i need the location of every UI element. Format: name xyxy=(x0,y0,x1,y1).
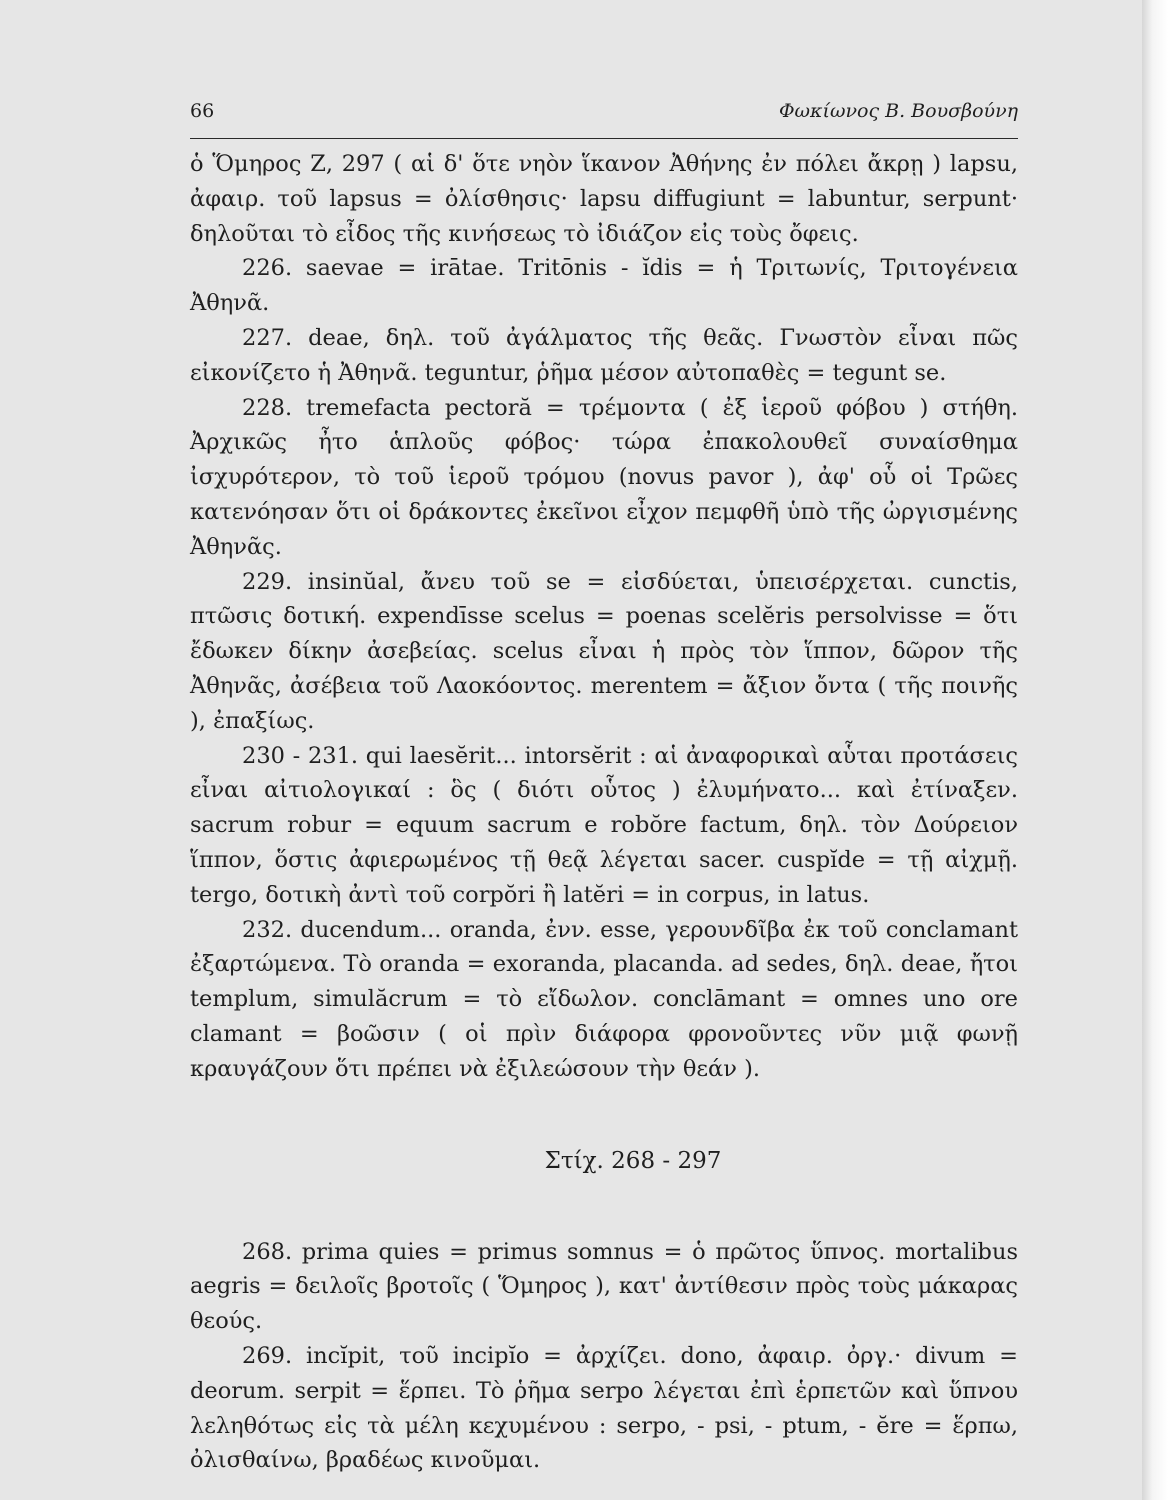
paragraph-268: 268. prima quies = primus somnus = ὁ πρῶτος ὕπνος. mortalibus aegris = δειλοῖς βροτοῖς ( Ὅμηρος ), κατ' ἀντίθεσιν πρὸς τοὺς μάκαρας θεούς. xyxy=(190,1238,1018,1335)
page-binding-edge xyxy=(1142,0,1168,1500)
paragraph-homer-note: ὁ Ὅμηρος Ζ, 297 ( αἱ δ' ὅτε νηὸν ἵκανον Ἀθήνης ἐν πόλει ἄκρῃ ) lapsu, ἀφαιρ. τοῦ lapsus = ὀλίσθησις· lapsu diffugiunt = labuntur, serpunt· δηλοῦται τὸ εἶδος τῆς κινήσεως τὸ ἰδιάζον εἰς τοὺς ὄφεις. xyxy=(190,151,1018,247)
paragraph-269: 269. incĭpit, τοῦ incipĭo = ἀρχίζει. dono, ἀφαιρ. ὀργ.· divum = deorum. serpit = ἕρπει. Τὸ ῥῆμα serpo λέγεται ἐπὶ ἑρπετῶν καὶ ὕπνου λεληθότως εἰς τὰ μέλη κεχυμένου : serpo, - psi, - ptum, - ĕre = ἕρπω, ὀλισθαίνω, βραδέως κινοῦμαι. xyxy=(190,1342,1018,1474)
paragraph-230-231: 230 - 231. qui laesĕrit... intorsĕrit : αἱ ἀναφορικαὶ αὗται προτάσεις εἶναι αἰτιολογικαί : ὃς ( διότι οὗτος ) ἐλυμήνατο... καὶ ἐτίναξεν. sacrum robur = equum sacrum e robŏre factum, δηλ. τὸν Δούρειον ἵππον, ὅστις ἀφιερωμένος τῇ θεᾷ λέγεται sacer. cuspĭde = τῇ αἰχμῇ. tergo, δοτικὴ ἀντὶ τοῦ corpŏri ἢ latĕri = in corpus, in latus. xyxy=(190,742,1018,908)
section-heading: Στίχ. 268 - 297 xyxy=(544,1147,722,1174)
paragraph-226: 226. saevae = irātae. Tritōnis - ĭdis = ἡ Τριτωνίς, Τριτογένεια Ἀθηνᾶ. xyxy=(190,255,1018,317)
header-rule xyxy=(190,138,1018,139)
commentary-body xyxy=(190,147,1018,1478)
page-number: 66 xyxy=(190,100,215,122)
paragraph-227: 227. deae, δηλ. τοῦ ἀγάλματος τῆς θεᾶς. Γνωστὸν εἶναι πῶς εἰκονίζετο ἡ Ἀθηνᾶ. teguntur, ῥῆμα μέσον αὐτοπαθὲς = tegunt se. xyxy=(190,324,1018,386)
running-title: Φωκίωνος Β. Βουσβούνη xyxy=(778,100,1018,122)
paragraph-228: 228. tremefacta pectoră = τρέμοντα ( ἐξ ἱεροῦ φόβου ) στήθη. Ἀρχικῶς ἦτο ἁπλοῦς φόβος· τώρα ἐπακολουθεῖ συναίσθημα ἰσχυρότερον, τὸ τοῦ ἱεροῦ τρόμου (novus pavor ), ἀφ' οὗ οἱ Τρῶες κατενόησαν ὅτι οἱ δράκοντες ἐκεῖνοι εἶχον πεμφθῆ ὑπὸ τῆς ὠργισμένης Ἀθηνᾶς. xyxy=(190,394,1018,560)
paragraph-232: 232. ducendum... oranda, ἐνν. esse, γερουνδῖβα ἐκ τοῦ conclamant ἐξαρτώμενα. Τὸ oranda = exoranda, placanda. ad sedes, δηλ. deae, ἤτοι templum, simulăcrum = τὸ εἴδωλον. conclāmant = omnes uno ore clamant = βοῶσιν ( οἱ πρὶν διάφορα φρονοῦντες νῦν μιᾷ φωνῇ κραυγάζουν ὅτι πρέπει νὰ ἐξιλεώσουν τὴν θεάν ). xyxy=(190,916,1018,1082)
page-header xyxy=(190,100,1018,130)
paragraph-229: 229. insinŭal, ἄνευ τοῦ se = εἰσδύεται, ὑπεισέρχεται. cunctis, πτῶσις δοτική. expendīsse scelus = poenas scelĕris persolvisse = ὅτι ἔδωκεν δίκην ἀσεβείας. scelus εἶναι ἡ πρὸς τὸν ἵππον, δῶρον τῆς Ἀθηνᾶς, ἀσέβεια τοῦ Λαοκόοντος. merentem = ἄξιον ὄντα ( τῆς ποινῆς ), ἐπαξίως. xyxy=(190,568,1018,734)
